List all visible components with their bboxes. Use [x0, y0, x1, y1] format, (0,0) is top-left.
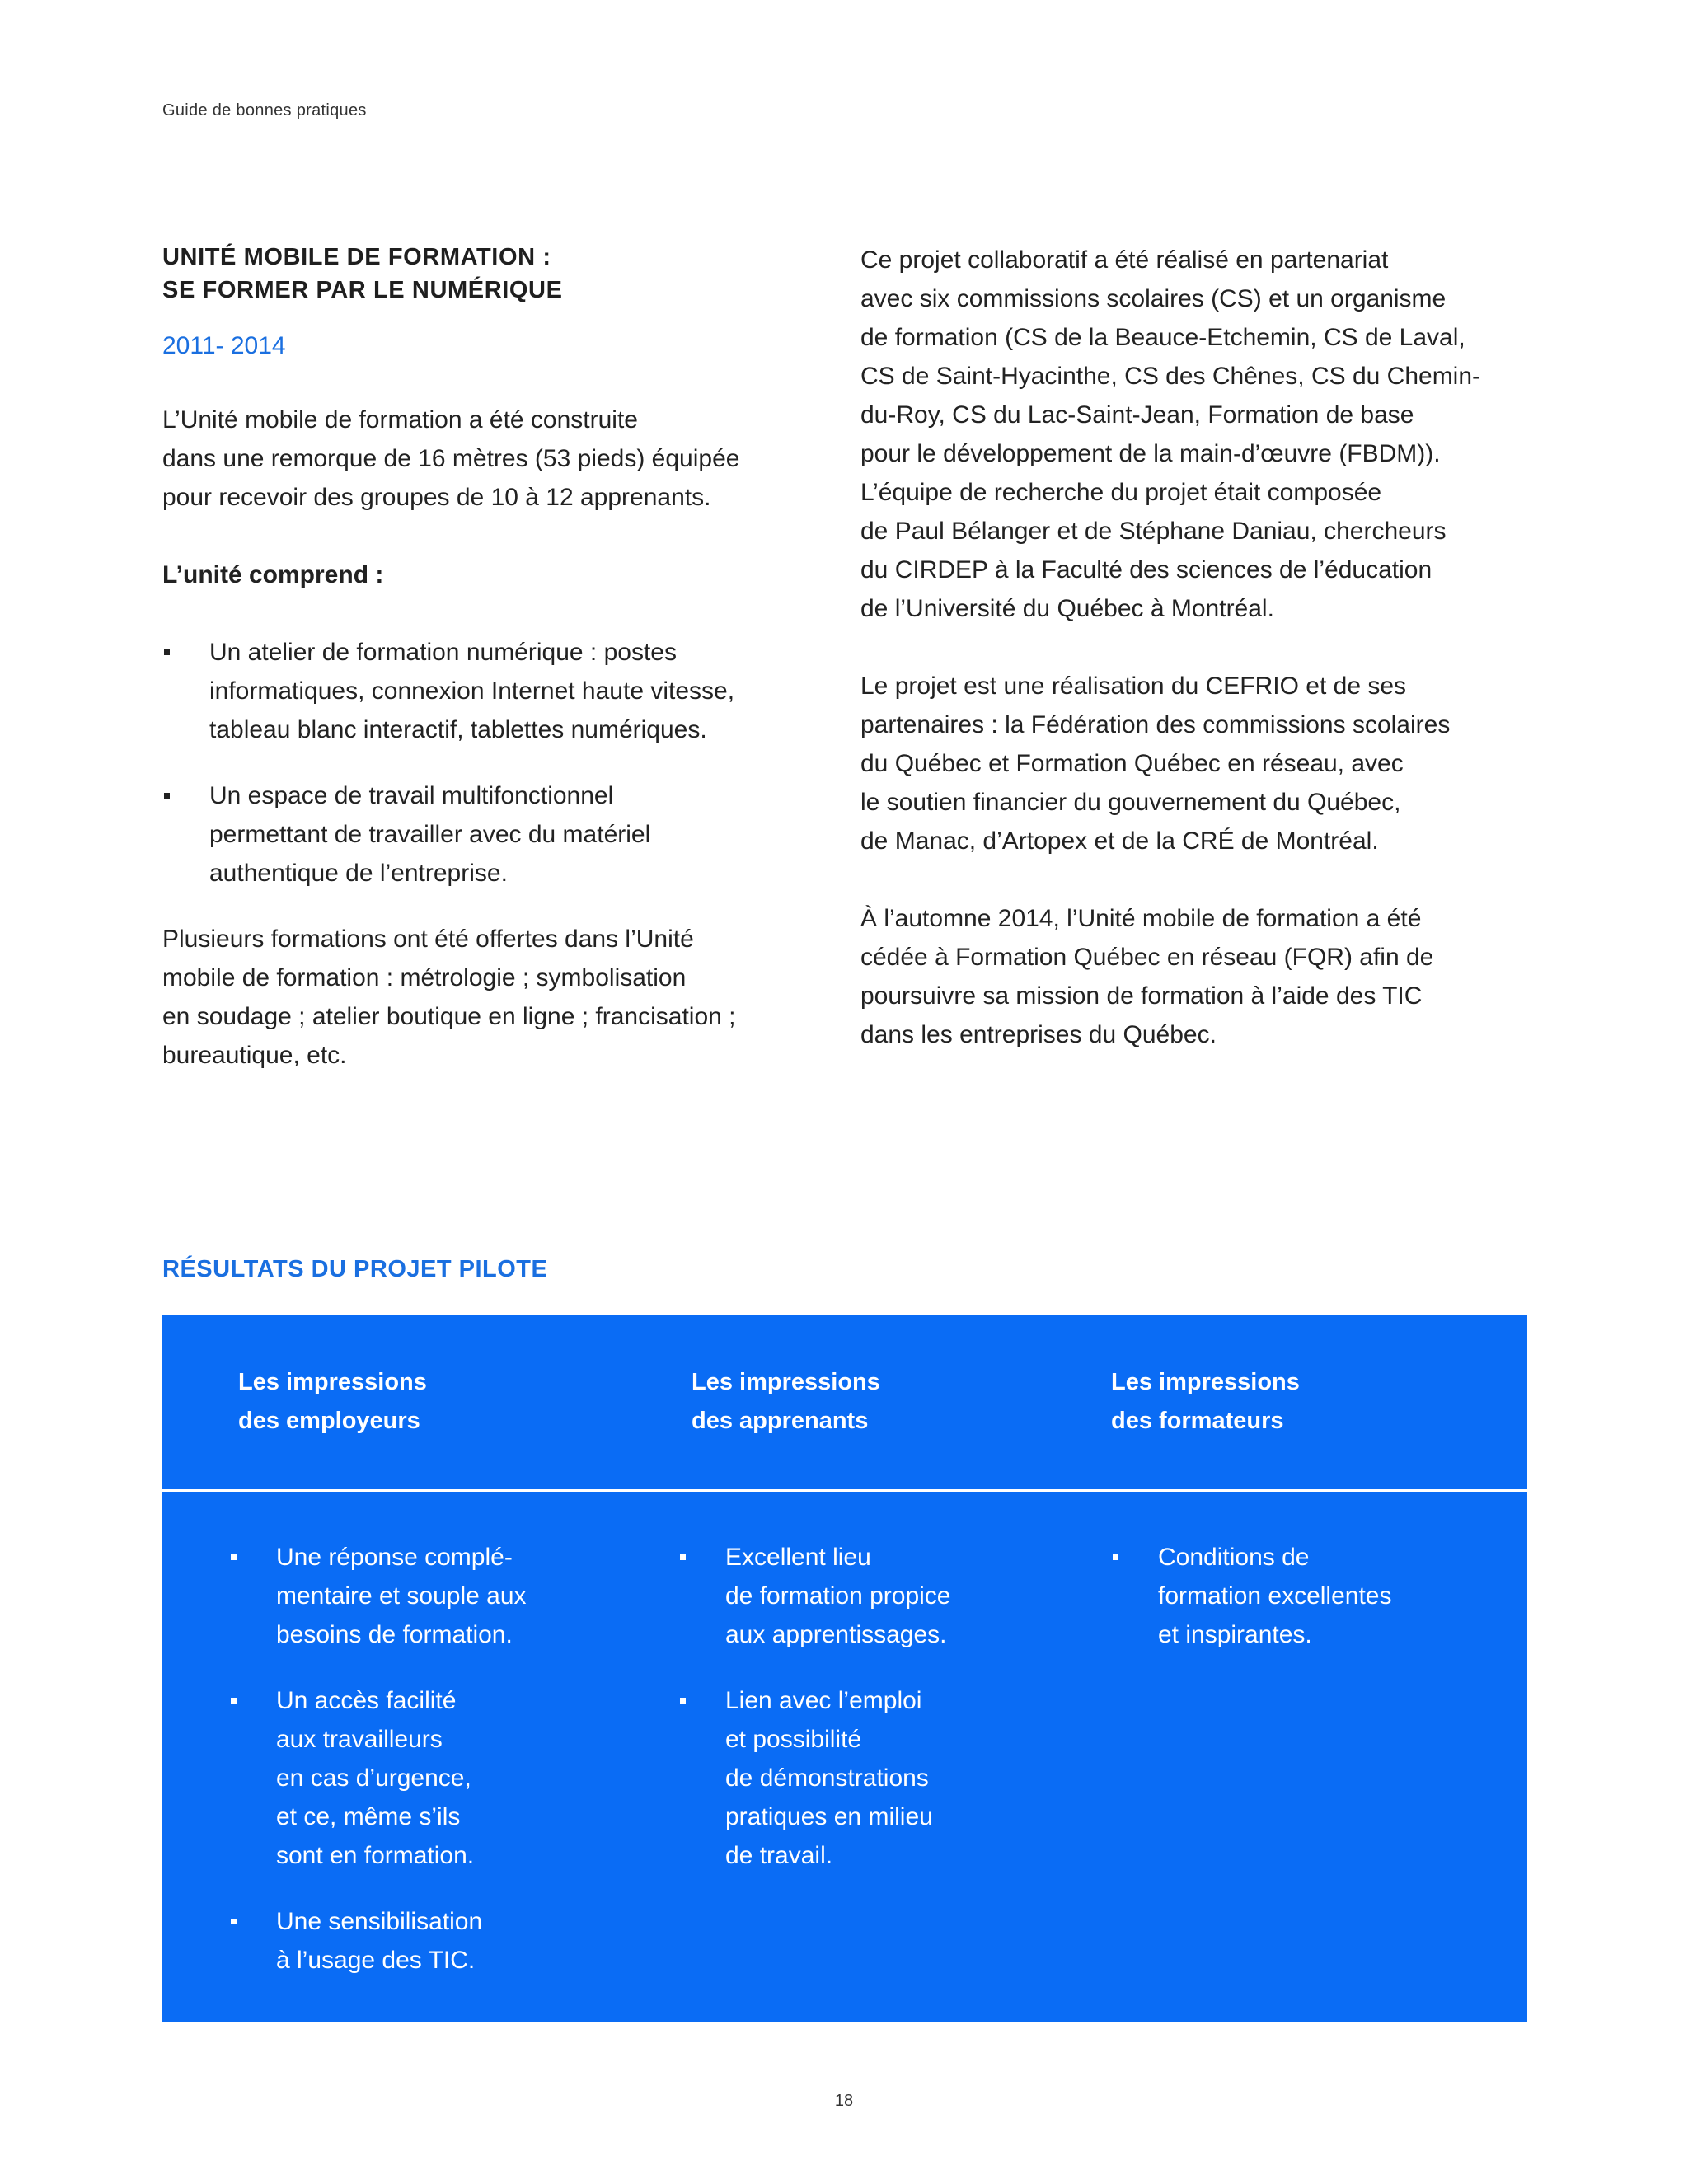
running-header: Guide de bonnes pratiques: [162, 101, 367, 120]
list-item: Un accès facilité aux travailleurs en cas d’urgence, et ce, même s’ils sont en formation.: [229, 1681, 617, 1875]
transfer-paragraph: À l’automne 2014, l’Unité mobile de formation a été cédée à Formation Québec en réseau (FQR) afin de poursuivre sa mission de formation à l’aide des TIC dans les entreprises du Québec.: [860, 905, 1434, 1048]
list-item: Une sensibilisation à l’usage des TIC.: [229, 1902, 617, 1980]
list-item: Une réponse complé- mentaire et souple aux besoins de formation.: [229, 1538, 617, 1654]
realisation-paragraph: Le projet est une réalisation du CEFRIO et de ses partenaires : la Fédération des commissions scolaires du Québec et Formation Québec en réseau, avec le soutien financier du gouvernement du Québec, de Manac, d’Artopex et de la CRÉ de Montréal.: [860, 673, 1451, 855]
column-heading-learners: Les impressions des apprenants: [692, 1369, 880, 1434]
column-heading-trainers: Les impressions des formateurs: [1111, 1369, 1300, 1434]
includes-list: [162, 633, 814, 893]
page-number: 18: [834, 2092, 854, 2110]
left-column: [162, 241, 814, 1075]
intro-paragraph: L’Unité mobile de formation a été construite dans une remorque de 16 mètres (53 pieds) équipée pour recevoir des groupes de 10 à 12 apprenants.: [162, 406, 740, 511]
list-item: Conditions de formation excellentes et inspirantes.: [1111, 1538, 1498, 1654]
employers-list: [229, 1538, 617, 1980]
section-heading: [162, 241, 814, 307]
section-heading-line-2: SE FORMER PAR LE NUMÉRIQUE: [162, 277, 563, 303]
right-column: [860, 241, 1536, 1054]
partners-paragraph: Ce projet collaboratif a été réalisé en partenariat avec six commissions scolaires (CS) et un organisme de formation (CS de la Beauce-Etchemin, CS de Laval, CS de Saint-Hyacinthe, CS des Chênes, CS du Chemin- du-Roy, CS du Lac-Saint-Jean, Formation de base pour le développement de la main-d’œuvre (FBDM)). L’équipe de recherche du projet était composée de Paul Bélanger et de Stéphane Daniau, chercheurs du CIRDEP à la Faculté des sciences de l’éducation de l’Université du Québec à Montréal.: [860, 246, 1481, 622]
header-divider: [162, 1489, 1527, 1492]
section-heading-line-1: UNITÉ MOBILE DE FORMATION :: [162, 244, 551, 270]
column-heading-employers: Les impressions des employeurs: [238, 1369, 427, 1434]
list-item: Lien avec l’emploi et possibilité de démonstrations pratiques en milieu de travail.: [678, 1681, 1066, 1875]
learners-list: [678, 1538, 1066, 1875]
results-title: RÉSULTATS DU PROJET PILOTE: [162, 1256, 548, 1282]
list-item: Excellent lieu de formation propice aux apprentissages.: [678, 1538, 1066, 1654]
trainers-list: [1111, 1538, 1498, 1654]
list-item: Un espace de travail multifonctionnel permettant de travailler avec du matériel authentique de l’entreprise.: [162, 776, 814, 893]
project-years: 2011- 2014: [162, 332, 286, 359]
includes-label: L’unité comprend :: [162, 561, 384, 588]
list-item: Un atelier de formation numérique : postes informatiques, connexion Internet haute vitesse, tableau blanc interactif, tablettes numériques.: [162, 633, 814, 749]
results-box: [162, 1315, 1527, 2022]
closing-paragraph: Plusieurs formations ont été offertes dans l’Unité mobile de formation : métrologie ; symbolisation en soudage ; atelier boutique en ligne ; francisation ; bureautique, etc.: [162, 926, 736, 1069]
